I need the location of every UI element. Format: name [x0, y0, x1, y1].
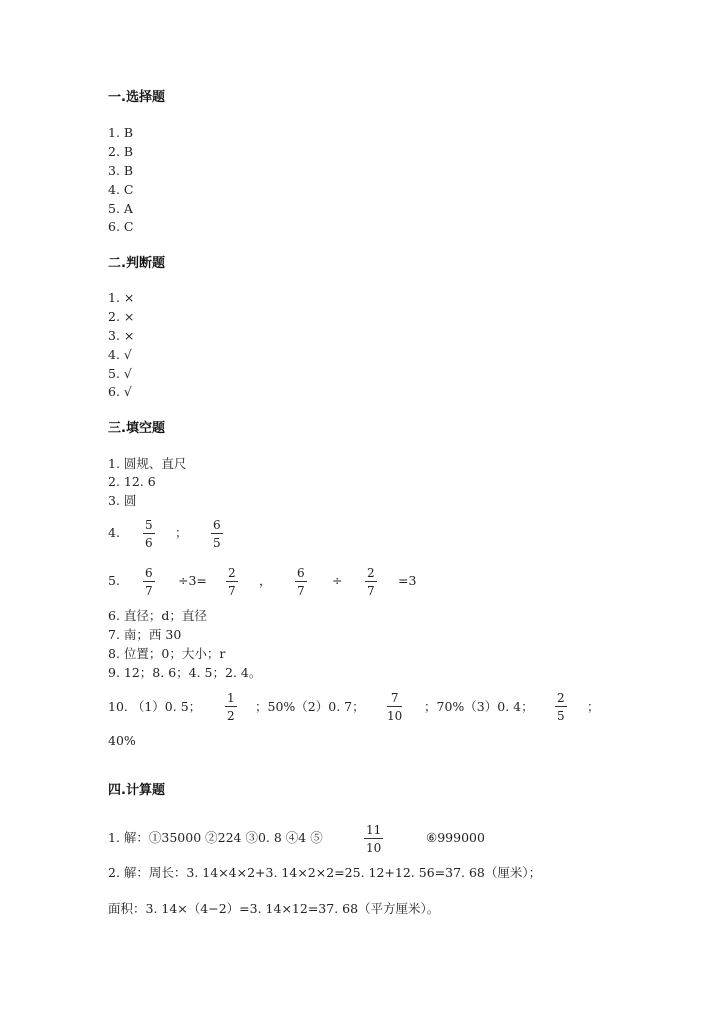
choice-answer-6: 6. C [108, 219, 134, 234]
operator-divide-equals: ÷3= [178, 573, 207, 588]
fill-answer-10-part1: 10. （1）0. 5； [108, 699, 202, 714]
fraction-numerator: 1 [227, 691, 235, 705]
fraction-numerator: 5 [145, 518, 153, 532]
choice-answer-3: 3. B [108, 163, 134, 178]
fill-answer-3: 3. 圆 [108, 493, 137, 508]
fraction-numerator: 11 [366, 823, 382, 837]
section-title-choice: 一.选择题 [108, 90, 165, 105]
section-title-judgement: 二.判断题 [108, 256, 165, 271]
judgement-answer-4: 4. √ [108, 347, 132, 362]
fraction [226, 567, 238, 597]
calc-answer-2-perimeter: 2. 解：周长：3. 14×4×2+3. 14×2×2=25. 12+12. 56=37. 68（厘米）； [108, 865, 542, 880]
fraction-denominator: 7 [297, 584, 305, 598]
fraction [295, 567, 307, 597]
fraction-numerator: 2 [228, 566, 236, 580]
choice-answer-1: 1. B [108, 125, 134, 140]
fill-answer-5-label: 5. [108, 573, 120, 588]
fill-answer-10-continuation: 40% [108, 733, 136, 748]
section-title-calculation: 四.计算题 [108, 783, 165, 798]
comma: ， [259, 573, 272, 588]
fill-answer-10-part4: ； [587, 699, 600, 714]
fraction-denominator: 7 [367, 584, 375, 598]
fill-answer-6: 6. 直径；d；直径 [108, 608, 207, 623]
operator-divide: ÷ [332, 573, 343, 588]
choice-answer-4: 4. C [108, 182, 134, 197]
calc-answer-1-part2: ⑥999000 [426, 830, 485, 845]
fill-answer-1: 1. 圆规、直尺 [108, 456, 187, 471]
fraction [143, 567, 155, 597]
fraction [387, 692, 402, 722]
fill-answer-7: 7. 南；西 30 [108, 627, 182, 642]
section-title-fill-blank: 三.填空题 [108, 421, 165, 436]
separator: ； [175, 525, 188, 540]
judgement-answer-1: 1. × [108, 290, 135, 305]
fraction [143, 519, 155, 549]
fill-answer-4-label: 4. [108, 525, 120, 540]
fill-answer-2: 2. 12. 6 [108, 474, 156, 489]
fraction [225, 692, 237, 722]
fraction-denominator: 10 [366, 841, 382, 855]
judgement-answer-2: 2. × [108, 309, 135, 324]
judgement-answer-5: 5. √ [108, 366, 132, 381]
fraction-numerator: 6 [145, 566, 153, 580]
calc-answer-1-part1: 1. 解：①35000 ②224 ③0. 8 ④4 ⑤ [108, 830, 323, 845]
judgement-answer-6: 6. √ [108, 384, 132, 399]
fraction-denominator: 5 [213, 536, 221, 550]
choice-answer-5: 5. A [108, 201, 133, 216]
calc-answer-2-area: 面积：3. 14×（4−2）=3. 14×12=37. 68（平方厘米）。 [108, 901, 440, 916]
equals-three: =3 [398, 573, 417, 588]
fill-answer-9: 9. 12；8. 6；4. 5；2. 4。 [108, 665, 262, 680]
fraction-denominator: 7 [228, 584, 236, 598]
fraction [211, 519, 223, 549]
fraction [555, 692, 567, 722]
fraction-numerator: 2 [367, 566, 375, 580]
fraction-denominator: 10 [387, 709, 403, 723]
fraction-denominator: 6 [145, 536, 153, 550]
fill-answer-10-part3: ；70%（3）0. 4； [424, 699, 534, 714]
choice-answer-2: 2. B [108, 144, 134, 159]
fraction-numerator: 7 [390, 691, 399, 705]
fraction-denominator: 2 [227, 709, 235, 723]
fraction-numerator: 6 [297, 566, 305, 580]
judgement-answer-3: 3. × [108, 328, 135, 343]
fill-answer-8: 8. 位置；0；大小；r [108, 646, 226, 661]
fraction-numerator: 6 [213, 518, 221, 532]
fill-answer-10-part2: ；50%（2）0. 7； [255, 699, 365, 714]
fraction-numerator: 2 [557, 691, 565, 705]
fraction-denominator: 5 [557, 709, 565, 723]
fraction [364, 824, 383, 854]
fraction [365, 567, 377, 597]
fraction-denominator: 7 [145, 584, 153, 598]
